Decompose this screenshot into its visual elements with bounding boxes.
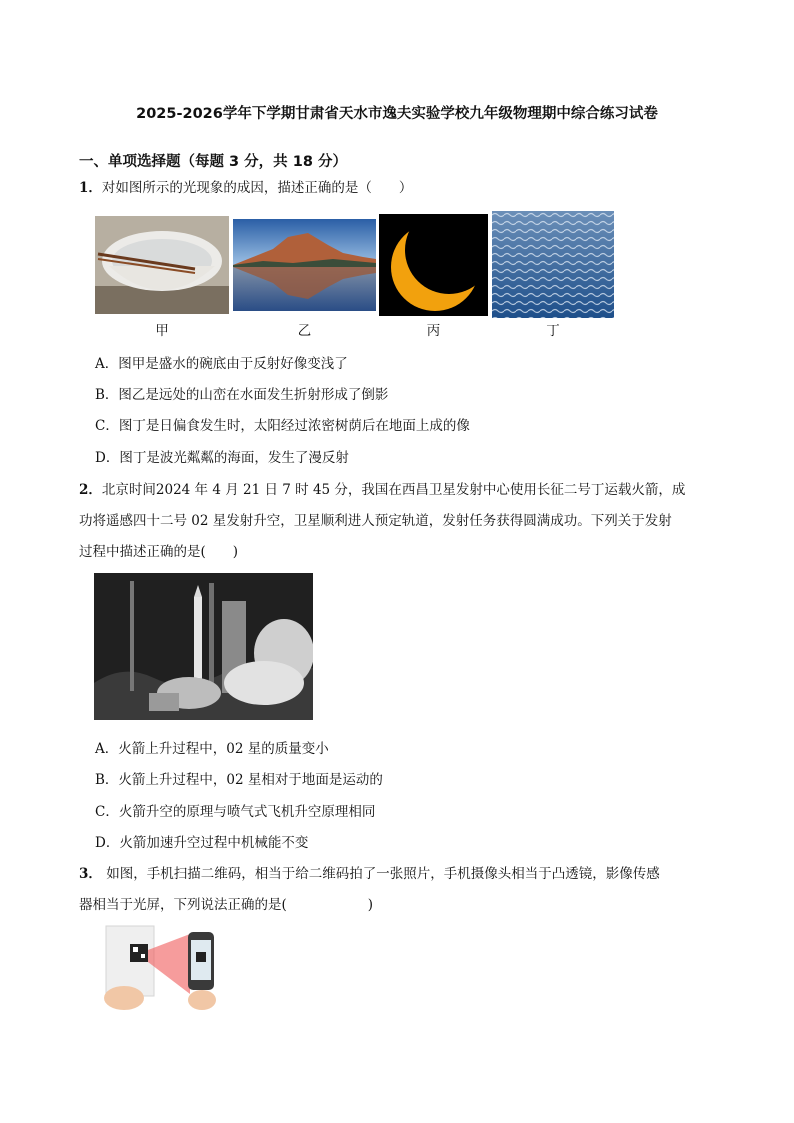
rocket-launch-photo: [94, 573, 313, 720]
bowl-photo: [95, 216, 229, 314]
question-2-stem-line3: 过程中描述正确的是( ): [79, 544, 239, 560]
partial-eclipse-photo: [379, 214, 488, 316]
question-number: 3．: [79, 866, 102, 882]
sea-surface-photo: [492, 211, 614, 318]
question-number: 1．: [79, 180, 102, 196]
question-number: 2．: [79, 482, 102, 498]
qr-scan-photo: [102, 924, 226, 1014]
q2-option-d: D．火箭加速升空过程中机械能不变: [95, 835, 309, 851]
caption-ding: 丁: [546, 323, 560, 339]
q1-option-b: B．图乙是远处的山峦在水面发生折射形成了倒影: [95, 387, 389, 403]
q1-option-c: C．图丁是日偏食发生时，太阳经过浓密树荫后在地面上成的像: [95, 418, 470, 434]
caption-jia: 甲: [155, 323, 169, 339]
question-3-stem-line2: 器相当于光屏，下列说法正确的是( ): [79, 897, 374, 913]
mountain-reflection-photo: [233, 219, 376, 311]
q2-option-c: C．火箭升空的原理与喷气式飞机升空原理相同: [95, 804, 376, 820]
q1-option-a: A．图甲是盛水的碗底由于反射好像变浅了: [95, 356, 348, 372]
q2-option-a: A．火箭上升过程中，02 星的质量变小: [95, 741, 329, 757]
caption-yi: 乙: [297, 323, 312, 339]
question-text: 如图，手机扫描二维码，相当于给二维码拍了一张照片，手机摄像头相当于凸透镜，影像传感: [101, 866, 660, 882]
question-2-stem-line2: 功将遥感四十二号 02 星发射升空，卫星顺利进人预定轨道，发射任务获得圆满成功。下列关于发射: [79, 513, 672, 529]
question-text: 北京时间2024 年 4 月 21 日 7 时 45 分，我国在西昌卫星发射中心使用长征二号丁运载火箭，成: [101, 482, 686, 498]
q1-option-d: D．图丁是波光粼粼的海面，发生了漫反射: [95, 450, 349, 466]
question-2-stem-line1: [79, 478, 685, 498]
section-heading: 一、单项选择题（每题 3 分，共 18 分）: [79, 154, 347, 170]
page-title: 2025-2026学年下学期甘肃省天水市逸夫实验学校九年级物理期中综合练习试卷: [136, 106, 658, 122]
question-text: 对如图所示的光现象的成因，描述正确的是（ ）: [101, 180, 413, 196]
caption-bing: 丙: [426, 323, 441, 339]
question-1-stem: [79, 176, 412, 196]
question-3-stem-line1: [79, 862, 660, 882]
q2-option-b: B．火箭上升过程中，02 星相对于地面是运动的: [95, 772, 383, 788]
